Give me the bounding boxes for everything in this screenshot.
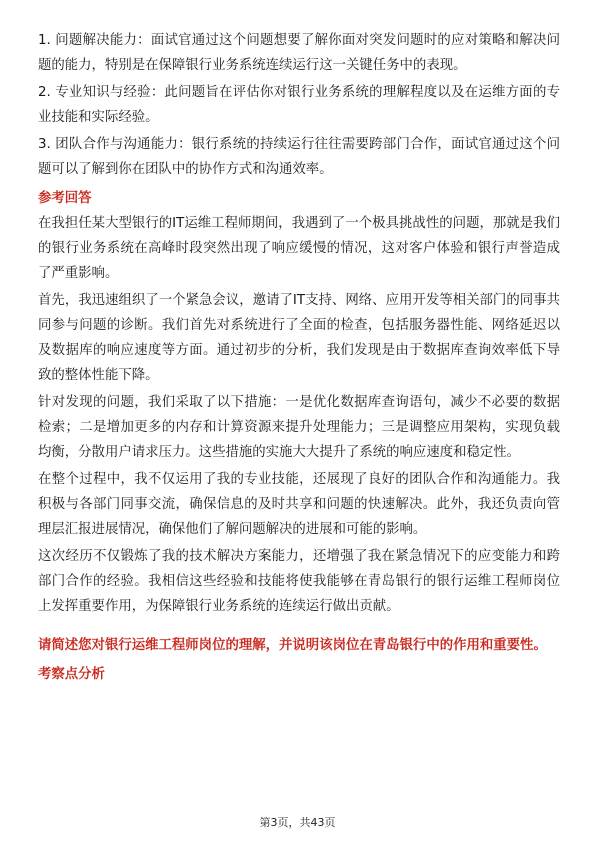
page-number: 第3页，共43页: [259, 816, 336, 829]
analysis-heading: 考察点分析: [38, 667, 105, 682]
point-3: 3. 团队合作与沟通能力：银行系统的持续运行往往需要跨部门合作，面试官通过这个问题可以了解到你在团队中的协作方式和沟通效率。: [38, 137, 560, 177]
answer-heading: 参考回答: [38, 191, 92, 206]
answer-paragraph-5: 这次经历不仅锻炼了我的技术解决方案能力，还增强了我在紧急情况下的应变能力和跨部门合作的经验。我相信这些经验和技能将使我能够在青岛银行的银行运维工程师岗位上发挥重要作用，为保障银行业务系统的连续运行做出贡献。: [38, 549, 560, 614]
point-2: 2. 专业知识与经验：此问题旨在评估你对银行业务系统的理解程度以及在运维方面的专业技能和实际经验。: [38, 85, 560, 125]
answer-paragraph-2: 首先，我迅速组织了一个紧急会议，邀请了IT支持、网络、应用开发等相关部门的同事共同参与问题的诊断。我们首先对系统进行了全面的检查，包括服务器性能、网络延迟以及数据库的响应速度等方面。通过初步的分析，我们发现是由于数据库查询效率低下导致的整体性能下降。: [38, 293, 560, 383]
point-1: 1. 问题解决能力：面试官通过这个问题想要了解你面对突发问题时的应对策略和解决问题的能力，特别是在保障银行业务系统连续运行这一关键任务中的表现。: [38, 33, 560, 73]
document-body: [38, 28, 560, 687]
answer-paragraph-3: 针对发现的问题，我们采取了以下措施：一是优化数据库查询语句，减少不必要的数据检索；二是增加更多的内存和计算资源来提升处理能力；三是调整应用架构，实现负载均衡，分散用户请求压力。这些措施的实施大大提升了系统的响应速度和稳定性。: [38, 395, 560, 460]
answer-paragraph-1: 在我担任某大型银行的IT运维工程师期间，我遇到了一个极具挑战性的问题，那就是我们的银行业务系统在高峰时段突然出现了响应缓慢的情况，这对客户体验和银行声誉造成了严重影响。: [38, 216, 560, 281]
next-question: 请简述您对银行运维工程师岗位的理解，并说明该岗位在青岛银行中的作用和重要性。: [38, 638, 547, 653]
answer-paragraph-4: 在整个过程中，我不仅运用了我的专业技能，还展现了良好的团队合作和沟通能力。我积极与各部门同事交流，确保信息的及时共享和问题的快速解决。此外，我还负责向管理层汇报进展情况，确保他们了解问题解决的进展和可能的影响。: [38, 472, 560, 537]
